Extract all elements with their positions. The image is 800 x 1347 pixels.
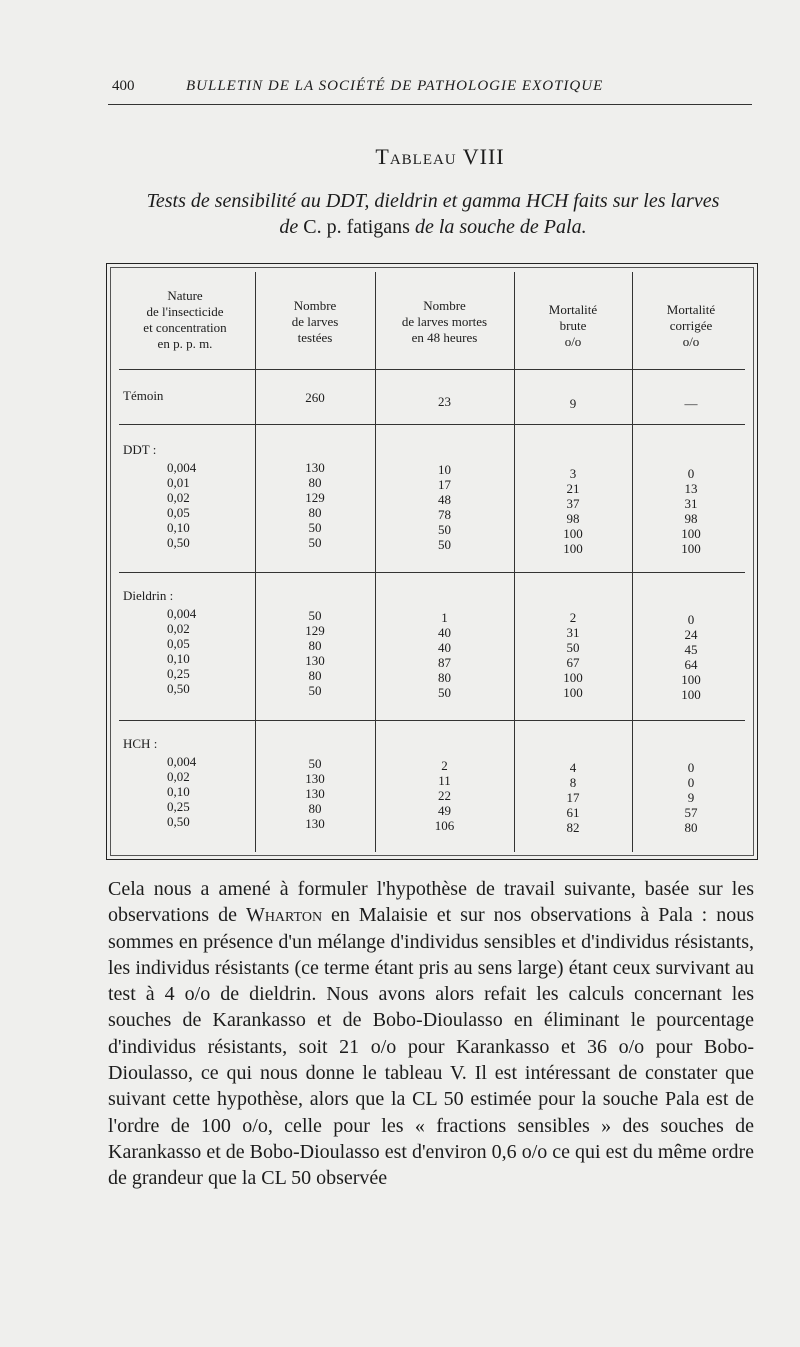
conc-value: 0,01 bbox=[167, 475, 190, 490]
row-divider bbox=[119, 572, 745, 573]
cell-value: 11 bbox=[438, 773, 451, 788]
cell-value: 100 bbox=[563, 526, 583, 541]
header-line: Mortalité bbox=[548, 302, 598, 317]
conc-value: 0,004 bbox=[167, 606, 197, 621]
header-line: et concentration bbox=[143, 320, 227, 335]
cell-value: 100 bbox=[563, 685, 583, 700]
dieldrin-tested bbox=[255, 608, 375, 698]
conc-value: 0,004 bbox=[167, 460, 197, 475]
cell-value: 50 bbox=[308, 683, 322, 698]
cell-value: 40 bbox=[438, 625, 451, 640]
cell-value: 80 bbox=[308, 475, 322, 490]
header-mortalite-corrigee bbox=[632, 302, 750, 350]
header-line: Nature bbox=[167, 288, 203, 303]
temoin-brute: 9 bbox=[569, 396, 577, 411]
cell-value: 130 bbox=[305, 816, 325, 831]
cell-value: 50 bbox=[308, 535, 322, 550]
cell-value: 2 bbox=[569, 610, 577, 625]
header-line: Nombre bbox=[423, 298, 466, 313]
cell-value: 106 bbox=[434, 818, 455, 833]
caption-part1: Tests de sensibilité au DDT, dieldrin et gamma HCH faits sur les larves bbox=[146, 190, 720, 212]
header-line: de l'insecticide bbox=[146, 304, 224, 319]
table-caption bbox=[108, 188, 758, 240]
ddt-tested bbox=[255, 460, 375, 550]
dieldrin-conc bbox=[167, 606, 196, 696]
temoin-dead: 23 bbox=[438, 394, 451, 409]
header-line: brute bbox=[559, 318, 587, 333]
cell-value: 87 bbox=[438, 655, 451, 670]
cell-value: 45 bbox=[684, 642, 698, 657]
cell-value: 48 bbox=[438, 492, 451, 507]
header-line: de larves mortes bbox=[401, 314, 488, 329]
cell-value: 100 bbox=[681, 526, 701, 541]
page-number: 400 bbox=[112, 78, 135, 94]
ddt-corrigee bbox=[632, 466, 750, 556]
hch-brute bbox=[514, 760, 632, 835]
cell-value: 17 bbox=[566, 790, 580, 805]
cell-value: 78 bbox=[438, 507, 451, 522]
hch-corrigee bbox=[632, 760, 750, 835]
cell-value: 82 bbox=[566, 820, 580, 835]
cell-value: 80 bbox=[438, 670, 451, 685]
conc-value: 0,50 bbox=[167, 681, 190, 696]
conc-value: 0,10 bbox=[167, 520, 190, 535]
cell-value: 50 bbox=[308, 608, 322, 623]
body-text-part2: en Malaisie et sur nos observations à Pala : nous sommes en présence d'un mélange d'individus sensibles et d'individus résistants, les individus résistants (ce terme étant pris au sens large) étant ceux survivant au test à 4 o/o de dieldrin. Nous avons alors refait les calculs concernant les souches de Karankasso et de Bobo-Dioulasso en éliminant le pourcentage d'individus résistants, soit 21 o/o pour Karankasso et 36 o/o pour Bobo-Dioulasso, ce qui nous donne le tableau V. Il est intéressant de constater que suivant cette hypothèse, alors que la CL 50 estimée pour la souche Pala est de l'ordre de 100 o/o, celle pour les « fractions sensibles » des souches de Karankasso et de Bobo-Dioulasso est d'environ 0,6 o/o ce qui est du même ordre de grandeur que la CL 50 observée bbox=[108, 904, 754, 1190]
header-rule bbox=[108, 104, 752, 105]
cell-value: 21 bbox=[566, 481, 580, 496]
cell-value: 80 bbox=[684, 820, 698, 835]
header-line: Nombre bbox=[293, 298, 337, 313]
cell-value: 0 bbox=[687, 775, 695, 790]
journal-title: BULLETIN DE LA SOCIÉTÉ DE PATHOLOGIE EXOTIQUE bbox=[186, 78, 604, 94]
cell-value: 13 bbox=[684, 481, 698, 496]
caption-part3: de la souche de Pala. bbox=[414, 216, 587, 238]
cell-value: 50 bbox=[438, 522, 451, 537]
cell-value: 22 bbox=[438, 788, 451, 803]
cell-value: 130 bbox=[305, 653, 325, 668]
cell-value: 100 bbox=[681, 672, 701, 687]
cell-value: 50 bbox=[438, 537, 451, 552]
header-line: en 48 heures bbox=[411, 330, 478, 345]
conc-value: 0,02 bbox=[167, 490, 190, 505]
conc-value: 0,004 bbox=[167, 754, 197, 769]
cell-value: 24 bbox=[684, 627, 698, 642]
row-divider bbox=[119, 369, 745, 370]
cell-value: 49 bbox=[438, 803, 451, 818]
hch-conc bbox=[167, 754, 196, 829]
cell-value: 37 bbox=[566, 496, 580, 511]
conc-value: 0,25 bbox=[167, 799, 190, 814]
caption-species: C. p. fatigans bbox=[303, 216, 410, 238]
cell-value: 80 bbox=[308, 638, 322, 653]
cell-value: 57 bbox=[684, 805, 698, 820]
body-paragraph bbox=[108, 876, 754, 1192]
cell-value: 61 bbox=[566, 805, 580, 820]
group-label-hch: HCH : bbox=[123, 736, 158, 751]
header-line: o/o bbox=[682, 334, 700, 349]
cell-value: 130 bbox=[305, 460, 325, 475]
cell-value: 50 bbox=[438, 685, 451, 700]
table-title-text: Tableau VIII bbox=[375, 144, 505, 169]
cell-value: 100 bbox=[563, 541, 583, 556]
running-header bbox=[108, 78, 680, 100]
cell-value: 0 bbox=[687, 466, 695, 481]
cell-value: 100 bbox=[681, 687, 701, 702]
conc-value: 0,50 bbox=[167, 535, 190, 550]
dieldrin-corrigee bbox=[632, 612, 750, 702]
row-divider bbox=[119, 720, 745, 721]
row-divider bbox=[119, 424, 745, 425]
cell-value: 129 bbox=[305, 490, 325, 505]
cell-value: 50 bbox=[308, 756, 322, 771]
ddt-dead bbox=[375, 462, 514, 552]
cell-value: 98 bbox=[566, 511, 580, 526]
conc-value: 0,05 bbox=[167, 505, 190, 520]
cell-value: 64 bbox=[684, 657, 698, 672]
temoin-tested: 260 bbox=[305, 390, 325, 405]
cell-value: 50 bbox=[566, 640, 580, 655]
header-larves-mortes bbox=[375, 298, 514, 346]
cell-value: 31 bbox=[684, 496, 698, 511]
cell-value: 80 bbox=[308, 801, 322, 816]
conc-value: 0,02 bbox=[167, 769, 190, 784]
cell-value: 100 bbox=[681, 541, 701, 556]
cell-value: 80 bbox=[308, 668, 322, 683]
cell-value: 80 bbox=[308, 505, 322, 520]
ddt-brute bbox=[514, 466, 632, 556]
cell-value: 9 bbox=[687, 790, 695, 805]
conc-value: 0,05 bbox=[167, 636, 190, 651]
header-line: corrigée bbox=[669, 318, 713, 333]
cell-value: 0 bbox=[687, 612, 695, 627]
temoin-corrigee: — bbox=[684, 396, 698, 411]
cell-value: 98 bbox=[684, 511, 698, 526]
cell-value: 67 bbox=[566, 655, 580, 670]
hch-tested bbox=[255, 756, 375, 831]
header-line: Mortalité bbox=[666, 302, 716, 317]
table-title bbox=[0, 144, 800, 170]
cell-value: 100 bbox=[563, 670, 583, 685]
cell-value: 3 bbox=[569, 466, 577, 481]
header-line: o/o bbox=[564, 334, 582, 349]
conc-value: 0,50 bbox=[167, 814, 190, 829]
cell-value: 0 bbox=[687, 760, 695, 775]
header-line: en p. p. m. bbox=[157, 336, 213, 351]
cell-value: 130 bbox=[305, 771, 325, 786]
ddt-conc bbox=[167, 460, 196, 550]
cell-value: 31 bbox=[566, 625, 580, 640]
cell-value: 50 bbox=[308, 520, 322, 535]
cell-value: 130 bbox=[305, 786, 325, 801]
dieldrin-brute bbox=[514, 610, 632, 700]
header-line: testées bbox=[297, 330, 333, 345]
conc-value: 0,25 bbox=[167, 666, 190, 681]
caption-part2: de bbox=[279, 216, 299, 238]
dieldrin-dead bbox=[375, 610, 514, 700]
conc-value: 0,02 bbox=[167, 621, 190, 636]
hch-dead bbox=[375, 758, 514, 833]
data-table bbox=[106, 263, 758, 860]
header-nombre-larves bbox=[255, 298, 375, 346]
body-text-part1: Cela nous a amené à formuler l'hypothèse de travail suivante, basée sur les observations de bbox=[108, 878, 754, 927]
cell-value: 129 bbox=[305, 623, 325, 638]
cell-value: 8 bbox=[569, 775, 577, 790]
cell-value: 1 bbox=[441, 610, 448, 625]
group-label-dieldrin: Dieldrin : bbox=[123, 588, 174, 603]
conc-value: 0,10 bbox=[167, 651, 190, 666]
temoin-label: Témoin bbox=[123, 388, 164, 403]
author-name: Wharton bbox=[245, 904, 323, 927]
header-mortalite-brute bbox=[514, 302, 632, 350]
header-nature bbox=[115, 288, 255, 352]
cell-value: 2 bbox=[441, 758, 448, 773]
conc-value: 0,10 bbox=[167, 784, 190, 799]
cell-value: 10 bbox=[438, 462, 451, 477]
cell-value: 4 bbox=[569, 760, 577, 775]
header-line: de larves bbox=[291, 314, 339, 329]
cell-value: 17 bbox=[438, 477, 451, 492]
cell-value: 40 bbox=[438, 640, 451, 655]
group-label-ddt: DDT : bbox=[123, 442, 157, 457]
